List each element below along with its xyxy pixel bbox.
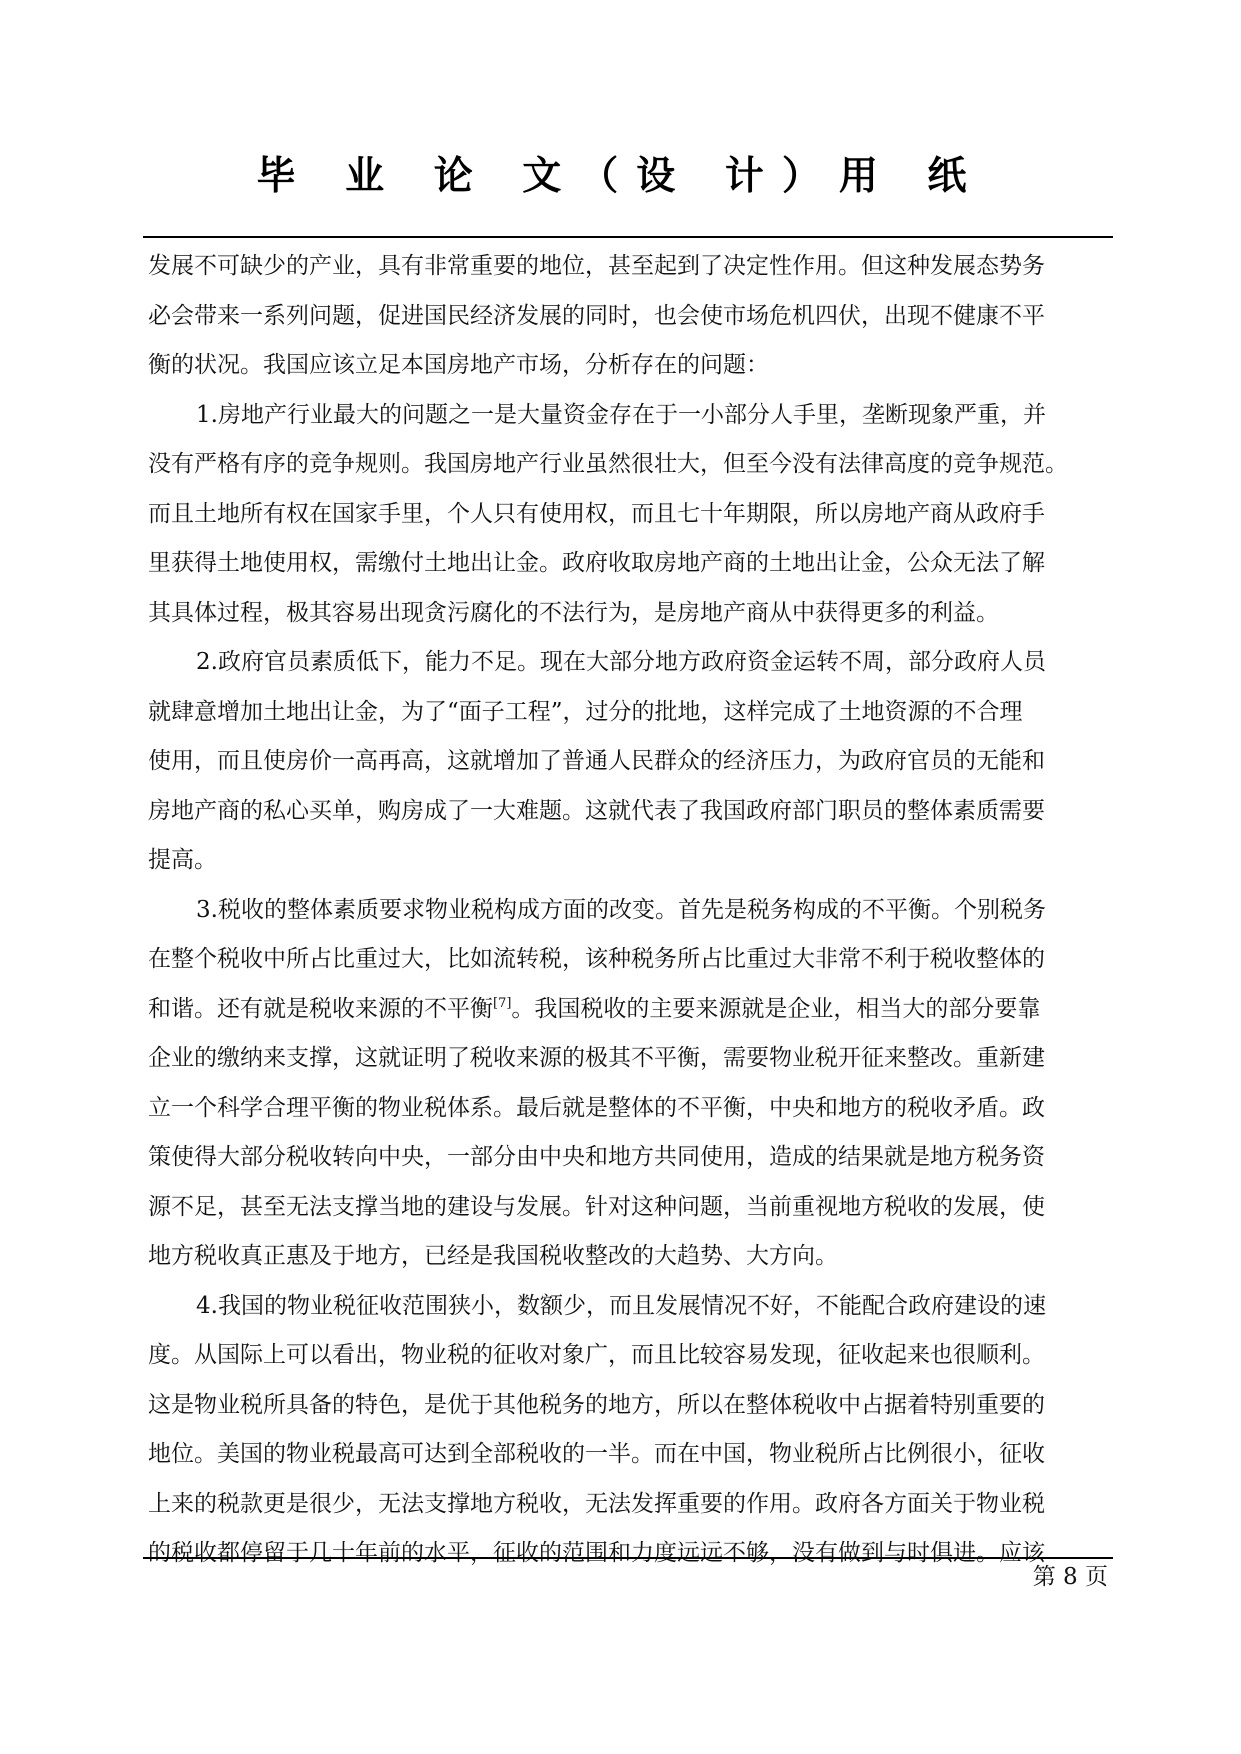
text-line: 上来的税款更是很少，无法支撑地方税收，无法发挥重要的作用。政府各方面关于物业税: [148, 1490, 1045, 1517]
text-line: 地方税收真正惠及于地方，已经是我国税收整改的大趋势、大方向。: [148, 1243, 838, 1269]
text-line: 就肆意增加土地出让金，为了“面子工程”，过分的批地，这样完成了土地资源的不合理: [148, 698, 1023, 725]
text-line: 策使得大部分税收转向中央，一部分由中央和地方共同使用，造成的结果就是地方税务资: [148, 1144, 1045, 1170]
text-line: 的税收都停留于几十年前的水平，征收的范围和力度远远不够，没有做到与时俱进。应该: [148, 1540, 1045, 1566]
text-line: 房地产商的私心买单，购房成了一大难题。这就代表了我国政府部门职员的整体素质需要: [148, 797, 1045, 824]
text-segment: 。我国税收的主要来源就是企业，相当大的部分要靠: [511, 995, 1041, 1022]
text-line: 其具体过程，极其容易出现贪污腐化的不法行为，是房地产商从中获得更多的利益。: [148, 599, 999, 626]
text-line: 3.税收的整体素质要求物业税构成方面的改变。首先是税务构成的不平衡。个别税务: [196, 896, 1046, 923]
text-line: 没有严格有序的竞争规则。我国房地产行业虽然很壮大，但至今没有法律高度的竞争规范。: [148, 451, 1068, 477]
text-line: 1.房地产行业最大的问题之一是大量资金存在于一小部分人手里，垄断现象严重，并: [196, 401, 1046, 428]
text-segment: 和谐。还有就是税收来源的不平衡: [148, 995, 493, 1022]
text-line: 度。从国际上可以看出，物业税的征收对象广，而且比较容易发现，征收起来也很顺利。: [148, 1342, 1045, 1368]
text-line: 衡的状况。我国应该立足本国房地产市场，分析存在的问题：: [148, 352, 769, 378]
text-line: 里获得土地使用权，需缴付土地出让金。政府收取房地产商的土地出让金，公众无法了解: [148, 550, 1045, 576]
citation-ref: [7]: [493, 995, 512, 1011]
text-line: 而且土地所有权在国家手里，个人只有使用权，而且七十年期限，所以房地产商从政府手: [148, 500, 1045, 527]
text-line: 这是物业税所具备的特色，是优于其他税务的地方，所以在整体税收中占据着特别重要的: [148, 1391, 1045, 1418]
text-line-with-citation: [148, 985, 1108, 1035]
text-line: 发展不可缺少的产业，具有非常重要的地位，甚至起到了决定性作用。但这种发展态势务: [148, 253, 1045, 279]
body-text: [148, 242, 1108, 1579]
text-line: 企业的缴纳来支撑，这就证明了税收来源的极其不平衡，需要物业税开征来整改。重新建: [148, 1045, 1045, 1071]
text-line: 地位。美国的物业税最高可达到全部税收的一半。而在中国，物业税所占比例很小，征收: [148, 1441, 1045, 1467]
text-line: 立一个科学合理平衡的物业税体系。最后就是整体的不平衡，中央和地方的税收矛盾。政: [148, 1094, 1045, 1121]
page-header-title: 毕 业 论 文（设 计）用 纸: [256, 154, 985, 199]
header-rule: [143, 236, 1113, 238]
footer-rule: [143, 1557, 1113, 1559]
text-line: 源不足，甚至无法支撑当地的建设与发展。针对这种问题，当前重视地方税收的发展，使: [148, 1193, 1045, 1220]
text-line: 使用，而且使房价一高再高，这就增加了普通人民群众的经济压力，为政府官员的无能和: [148, 748, 1045, 774]
text-line: 提高。: [148, 847, 217, 873]
text-line: 4.我国的物业税征收范围狭小，数额少，而且发展情况不好，不能配合政府建设的速: [196, 1292, 1046, 1319]
text-line: 必会带来一系列问题，促进国民经济发展的同时，也会使市场危机四伏，出现不健康不平: [148, 302, 1045, 329]
text-line: 在整个税收中所占比重过大，比如流转税，该种税务所占比重过大非常不利于税收整体的: [148, 946, 1045, 972]
text-line: 2.政府官员素质低下，能力不足。现在大部分地方政府资金运转不周，部分政府人员: [196, 649, 1046, 675]
page-number: 第 8 页: [1032, 1564, 1108, 1590]
